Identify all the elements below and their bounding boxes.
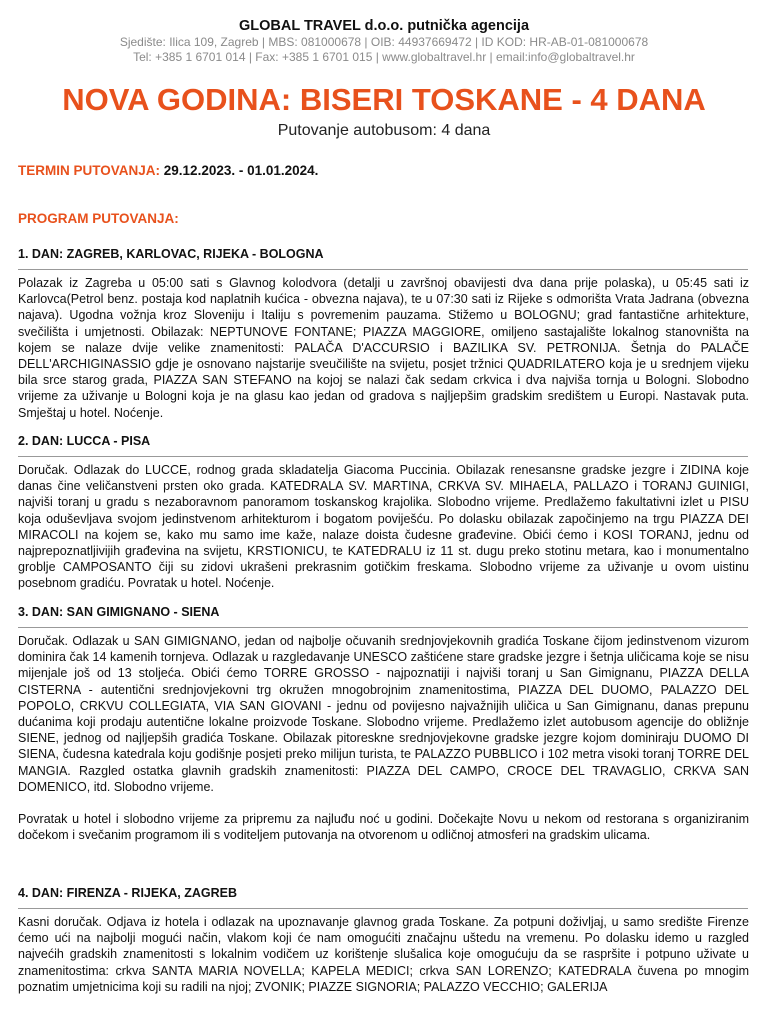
day-2-description: Doručak. Odlazak do LUCCE, rodnog grada skladatelja Giacoma Puccinia. Obilazak renesansne gradske jezgre i ZIDINA koje danas čine veličanstveni prsten oko grada. KATEDRALA SV. MARTINA, CRKVA SV. MIHAELA, PALLAZO i TORANJ GUINIGI, najviši toranj u gradu s nezaboravnom panoramom toskanskog krajolika. Slobodno vrijeme. Predlažemo fakultativni izlet u PISU koja oduševljava svojom jedinstvenom arhitekturom i bogatom poviješću. Po dolasku obilazak započinjemo na trgu PIAZZA DEI MIRACOLI na kojem se, kako mu samo ime kaže, nalaze doista čudesne građevine. Obići ćemo i KOSI TORANJ, jednu od najprepoznatljivijih građevina na svijetu, KRSTIONICU, te KATEDRALU iz 11 st. dugu preko stotinu metara, kao i monumentalno groblje CAMPOSANTO čiji su zidovi ukrašeni prekrasnim gotičkim freskama. Slobodno vrijeme za uživanje u ovom uistinu posebnom gradiću. Povratak u hotel. Noćenje. xyxy=(18,463,749,591)
travel-dates-label: TERMIN PUTOVANJA: xyxy=(18,163,161,178)
day-1-heading: 1. DAN: ZAGREB, KARLOVAC, RIJEKA - BOLOGNA xyxy=(18,247,324,261)
letterhead xyxy=(0,18,768,65)
travel-dates-value: 29.12.2023. - 01.01.2024. xyxy=(163,163,319,178)
divider xyxy=(18,627,748,628)
page-title: NOVA GODINA: BISERI TOSKANE - 4 DANA xyxy=(62,82,706,117)
day-3-heading: 3. DAN: SAN GIMIGNANO - SIENA xyxy=(18,605,220,619)
company-name: GLOBAL TRAVEL d.o.o. putnička agencija xyxy=(238,18,530,34)
day-2-heading: 2. DAN: LUCCA - PISA xyxy=(18,434,151,448)
program-heading: PROGRAM PUTOVANJA: xyxy=(18,211,179,226)
day-3-evening: Povratak u hotel i slobodno vrijeme za pripremu za najluđu noć u godini. Dočekajte Novu u nekom od restorana s organiziranim dočekom i svečanim programom ili s voditeljem putovanja na otvorenom u odličnoj atmosferi na gradskim ulicama. xyxy=(18,812,749,843)
divider xyxy=(18,456,748,457)
travel-dates xyxy=(18,163,318,178)
day-1-description: Polazak iz Zagreba u 05:00 sati s Glavnog kolodvora (detalji u završnoj obavijesti dva dana prije polaska), u 05:45 sati iz Karlovca(Petrol benz. postaja kod naplatnih kućica - obvezna najava), te u 07:30 sati iz Rijeke s odmorišta Vrata Jadrana (obvezna najava). Ugodna vožnja kroz Sloveniju i Italiju s povremenim pauzama. Stižemo u BOLOGNU; grad fantastične arhitekture, svečilišta i umjetnosti. Obilazak: NEPTUNOVE FONTANE; PIAZZA MAGGIORE, omiljeno sastajalište lokalnog stanovništa na kojem se nalaze dvije velike znamenitosti: PALAČA D'ACCURSIO i BAZILIKA SV. PETRONIJA. Šetnja do PALAČE DELL'ARCHIGINASSIO gdje je osnovano najstarije sveučilište na svijetu, posjet tržnici QUADRILATERO koja je u srednjem vijeku bila srce starog grada, PIAZZA SAN STEFANO na kojoj se nalazi čak sedam crkvica i dva najviša tornja u Bologni. Slobodno vrijeme za uživanje u Bologni koja je na glasu kao jedan od gradova s najljepšim gradskim središtem u Europi. Nastavak puta. Smještaj u hotel. Noćenje. xyxy=(18,276,749,420)
day-3-description: Doručak. Odlazak u SAN GIMIGNANO, jedan od najbolje očuvanih srednjovjekovnih gradića Toskane čijom jedinstvenom vizurom dominira čak 14 kamenih tornjeva. Odlazak u razgledavanje UNESCO zaštićene stare gradske jezgre i šetnja uličicama koje se nisu mijenjale još od 13 stoljeća. Obići ćemo TORRE GROSSO - najpoznatiji i najviši toranj u San Gimignanu, PIAZZA DELLA CISTERNA - autentični srednjovjekovni trg okružen mnogobrojnim znamenitostima, PIAZZA DEL DUOMO, PALAZZO DEL POPOLO, CRKVU COLLEGIATA, VIA SAN GIOVANI - jednu od povijesno najvažnijih uličica u San Gimignanu, danas prepunu dućanima koji prodaju autentične lokalne proizvode Toskane. Slobodno vrijeme. Predlažemo izlet autobusom agencije do obližnje SIENE, jednog od najljepših gradića Toskane. Obilazak pitoreskne srednjovjekovne gradske jezgre kojom dominiraju DUOMO DI SIENA, čudesna katedrala koju godišnje posjeti preko milijun turista, te PALAZZO PUBBLICO i 102 metra visoki toranj TORRE DEL MANGIA. Razgled ostatka glavnih gradskih znamenitosti: PIAZZA DEL CAMPO, CROCE DEL TRAVAGLIO, CRKVA SAN DOMENICO, itd. Slobodno vrijeme. xyxy=(18,634,749,794)
divider xyxy=(18,908,748,909)
divider xyxy=(18,269,748,270)
page-subtitle: Putovanje autobusom: 4 dana xyxy=(277,122,491,139)
company-contact: Tel: +385 1 6701 014 | Fax: +385 1 6701 015 | www.globaltravel.hr | email:info@globaltravel.hr xyxy=(133,50,635,64)
company-registration: Sjedište: Ilica 109, Zagreb | MBS: 081000678 | OIB: 44937669472 | ID KOD: HR-AB-01-081000678 xyxy=(119,35,649,49)
day-4-description: Kasni doručak. Odjava iz hotela i odlazak na upoznavanje glavnog grada Toskane. Za potpuni doživljaj, u samo središte Firenze ćemo ući na najbolji mogući način, vlakom koji će nam omogućiti značajnu uštedu na vremenu. Po dolasku idemo u razgled najvećih gradskih znamenitosti s lokalnim vodičem uz korištenje slušalica koje omogućuju da se raspršite i potpuno uživate u znamenitostima: crkva SANTA MARIA NOVELLA; KAPELA MEDICI; crkva SAN LORENZO; KATEDRALA čuvena po mnogim poznatim umjetnicima koji su radili na njoj; ZVONIK; PIAZZE SIGNORIA; PALAZZO VECCHIO; GALERIJA xyxy=(18,915,749,994)
day-4-heading: 4. DAN: FIRENZA - RIJEKA, ZAGREB xyxy=(18,886,237,900)
